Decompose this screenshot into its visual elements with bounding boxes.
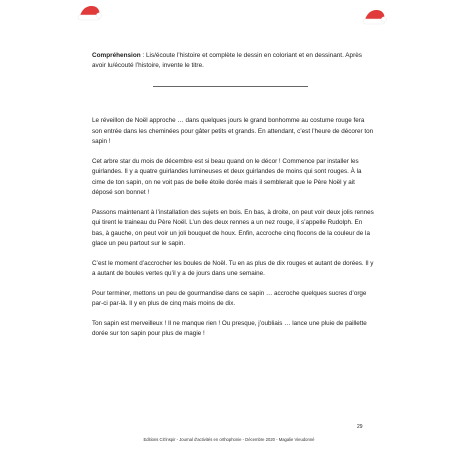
instructions [92, 51, 372, 71]
page-number: 29 [357, 424, 363, 430]
story-paragraph: Pour terminer, mettons un peu de gourmandise dans ce sapin … accroche quelques sucres d’orge par-ci par-là. Il y en plus de cinq mais moins de dix. [92, 289, 367, 307]
santa-hat-icon [77, 2, 103, 22]
story [92, 116, 374, 349]
instructions-text: : Lis/écoute l’histoire et complète le dessin en coloriant et en dessinant. Après avoir lu/écouté l’histoire, invente le titre. [92, 52, 362, 69]
story-paragraph: Ton sapin est merveilleux ! Il ne manque rien ! Ou presque, j’oubliais … lance une pluie de paillette dorée sur ton sapin pour plus de magie ! [92, 319, 367, 337]
story-paragraph: C’est le moment d’accrocher les boules de Noël. Tu en as plus de dix rouges et autant de dorées. Il y a autant de boules vertes qu’il y a de jours dans une semaine. [92, 259, 374, 277]
footer: Editions Cit'inspir - Journal d'activités en orthophonie - Décembre 2020 - Magalie Vieudonné [143, 437, 315, 442]
story-paragraph: Passons maintenant à l’installation des sujets en bois. En bas, à droite, on peut voir deux jolis rennes qui tirent le traineau du Père Noël. L’un des deux rennes a un nez rouge, il s’appelle Rudolph. En bas, à gauche, on peut voir un joli bouquet de houx. Enfin, accroche cinq flocons de la couleur de la glace un peu partout sur le sapin. [92, 208, 374, 247]
instructions-label: Compréhension [92, 52, 141, 59]
story-paragraph: Cet arbre star du mois de décembre est si beau quand on le décor ! Commence par installer les guirlandes. Il y a quatre guirlandes lumineuses et deux guirlandes de moins qui sont rouges. À la cime de ton sapin, on ne voit pas de belle étoile dorée mais il semblerait que le Père Noël y ait déposé son bonnet ! [92, 157, 362, 196]
title-answer-line [153, 86, 308, 87]
santa-hat-icon [362, 6, 388, 26]
story-paragraph: Le réveillon de Noël approche … dans quelques jours le grand bonhomme au costume rouge fera son entrée dans les cheminées pour gâter petits et grands. En attendant, c’est l’heure de décorer ton sapin ! [92, 117, 374, 145]
